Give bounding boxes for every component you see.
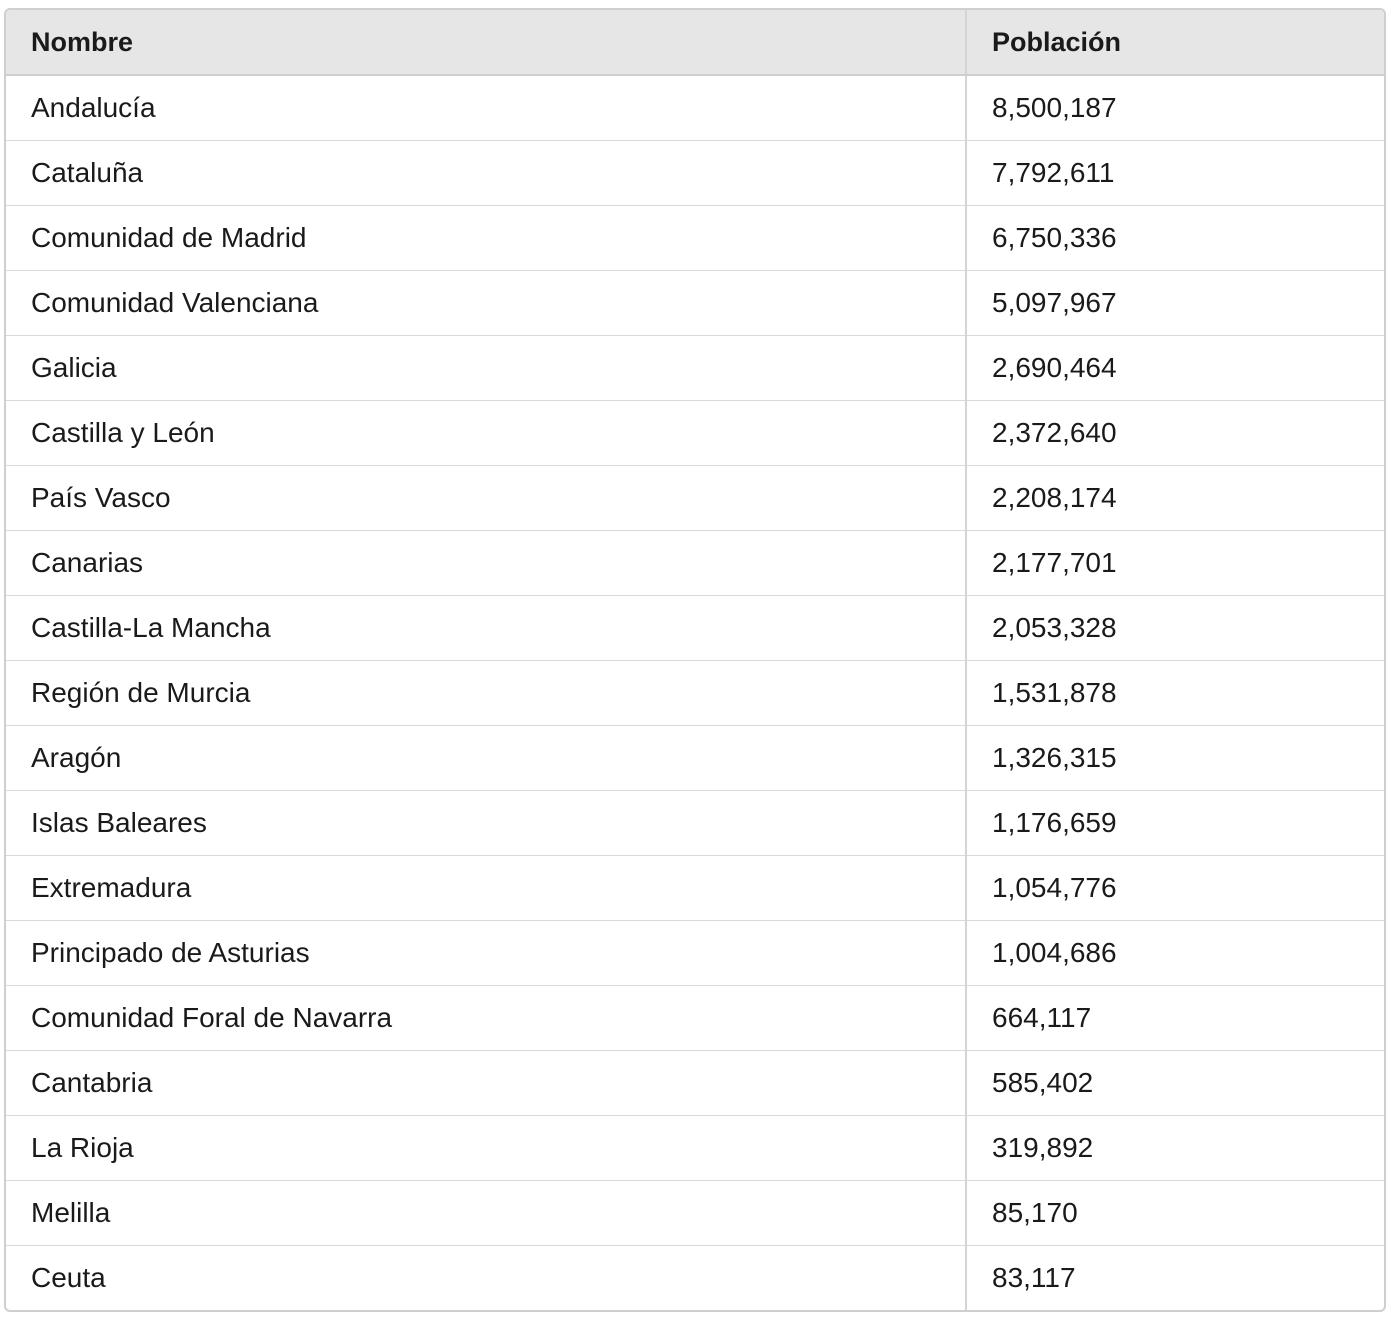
cell-population: 664,117 — [966, 985, 1384, 1050]
cell-population: 319,892 — [966, 1115, 1384, 1180]
cell-population: 1,531,878 — [966, 660, 1384, 725]
table-row — [6, 270, 1384, 335]
cell-name: Melilla — [6, 1180, 966, 1245]
cell-name: Comunidad de Madrid — [6, 205, 966, 270]
cell-name: Región de Murcia — [6, 660, 966, 725]
table-body — [6, 75, 1384, 1310]
cell-population: 2,208,174 — [966, 465, 1384, 530]
table-row — [6, 725, 1384, 790]
cell-name: Extremadura — [6, 855, 966, 920]
cell-name: Principado de Asturias — [6, 920, 966, 985]
cell-population: 5,097,967 — [966, 270, 1384, 335]
cell-name: Cataluña — [6, 140, 966, 205]
table-header — [6, 10, 1384, 75]
cell-population: 1,176,659 — [966, 790, 1384, 855]
cell-population: 6,750,336 — [966, 205, 1384, 270]
table-row — [6, 660, 1384, 725]
cell-population: 2,053,328 — [966, 595, 1384, 660]
table-row — [6, 205, 1384, 270]
cell-name: Castilla-La Mancha — [6, 595, 966, 660]
population-table-container — [4, 8, 1386, 1312]
table-row — [6, 595, 1384, 660]
cell-population: 7,792,611 — [966, 140, 1384, 205]
table-row — [6, 1115, 1384, 1180]
cell-name: Aragón — [6, 725, 966, 790]
cell-name: La Rioja — [6, 1115, 966, 1180]
cell-population: 1,054,776 — [966, 855, 1384, 920]
header-row — [6, 10, 1384, 75]
table-row — [6, 1245, 1384, 1310]
table-row — [6, 920, 1384, 985]
table-row — [6, 75, 1384, 140]
table-row — [6, 465, 1384, 530]
population-table — [6, 10, 1384, 1310]
header-population: Población — [966, 10, 1384, 75]
table-row — [6, 1180, 1384, 1245]
cell-population: 83,117 — [966, 1245, 1384, 1310]
cell-name: Canarias — [6, 530, 966, 595]
cell-name: Comunidad Valenciana — [6, 270, 966, 335]
table-row — [6, 140, 1384, 205]
cell-name: Andalucía — [31, 91, 156, 123]
cell-population: 1,326,315 — [966, 725, 1384, 790]
cell-population: 2,177,701 — [966, 530, 1384, 595]
cell-name: Islas Baleares — [6, 790, 966, 855]
table-row — [6, 790, 1384, 855]
cell-population: 585,402 — [966, 1050, 1384, 1115]
cell-name: Cantabria — [6, 1050, 966, 1115]
cell-population: 2,372,640 — [966, 400, 1384, 465]
cell-name: País Vasco — [6, 465, 966, 530]
cell-population: 2,690,464 — [966, 335, 1384, 400]
table-row — [6, 985, 1384, 1050]
cell-population: 1,004,686 — [966, 920, 1384, 985]
table-row — [6, 400, 1384, 465]
header-name: Nombre — [6, 10, 966, 75]
table-row — [6, 530, 1384, 595]
table-row — [6, 855, 1384, 920]
cell-name: Castilla y León — [6, 400, 966, 465]
table-row — [6, 1050, 1384, 1115]
cell-name: Ceuta — [6, 1245, 966, 1310]
cell-name: Comunidad Foral de Navarra — [6, 985, 966, 1050]
cell-name: Galicia — [6, 335, 966, 400]
cell-population: 8,500,187 — [966, 75, 1384, 140]
cell-population: 85,170 — [966, 1180, 1384, 1245]
table-row — [6, 335, 1384, 400]
